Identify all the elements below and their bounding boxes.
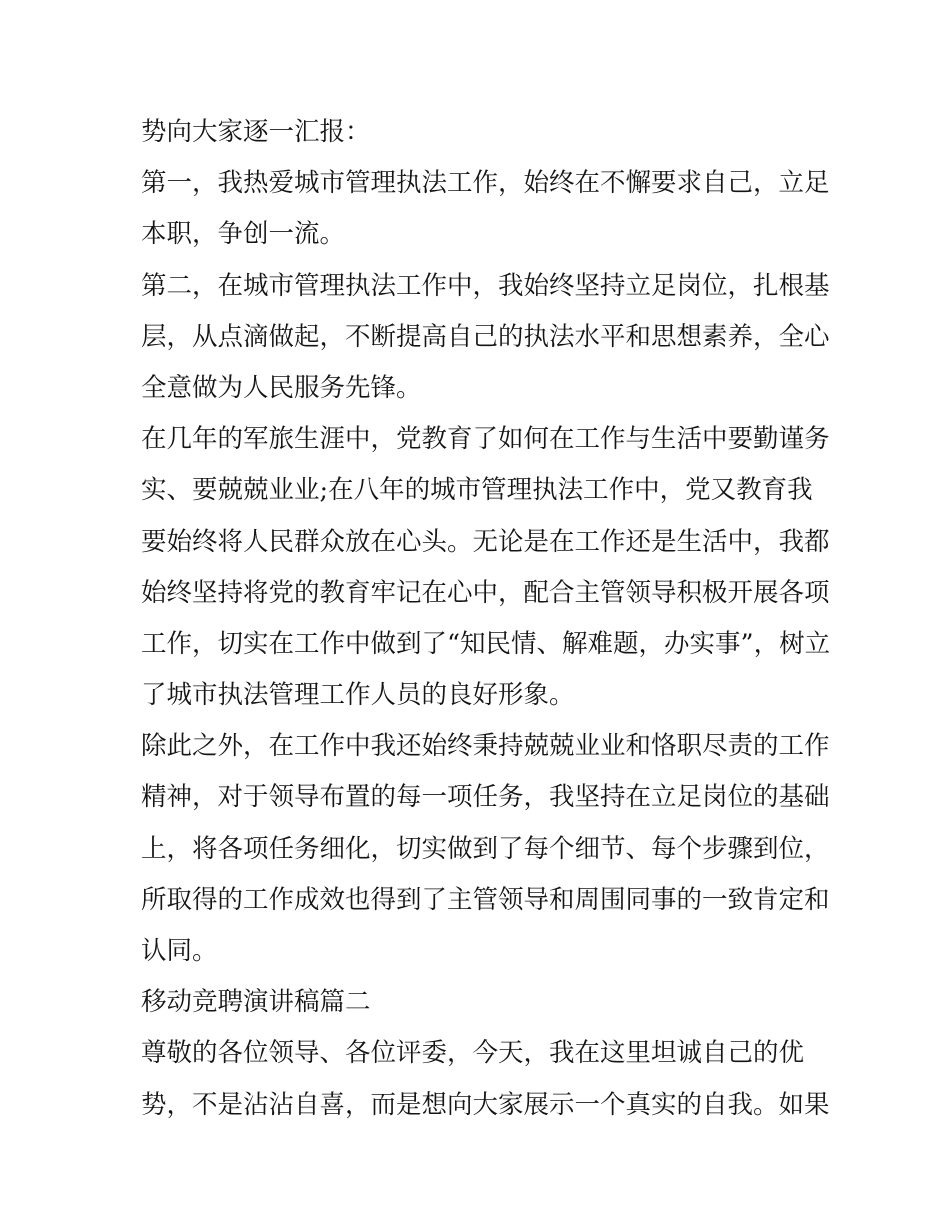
text-line: 尊敬的各位领导、各位评委，今天，我在这里坦诚自己的优	[141, 1038, 805, 1069]
text-line: 上，将各项任务细化，切实做到了每个细节、每个步骤到位，	[141, 833, 830, 864]
text-line: 工作，切实在工作中做到了“知民情、解难题，办实事”，树立	[141, 628, 831, 659]
text-line: 了城市执法管理工作人员的良好形象。	[141, 680, 575, 711]
text-line: 第一，我热爱城市管理执法工作，始终在不懈要求自己，立足	[141, 168, 830, 199]
text-line: 层，从点滴做起，不断提高自己的执法水平和思想素养，全心	[141, 321, 830, 352]
text-line: 在几年的军旅生涯中，党教育了如何在工作与生活中要勤谨务	[141, 424, 830, 455]
text-line: 除此之外，在工作中我还始终秉持兢兢业业和恪职尽责的工作	[141, 731, 830, 762]
text-line: 第二，在城市管理执法工作中，我始终坚持立足岗位，扎根基	[141, 270, 830, 301]
text-line: 本职，争创一流。	[141, 219, 346, 250]
text-line: 全意做为人民服务先锋。	[141, 372, 422, 403]
text-line: 要始终将人民群众放在心头。无论是在工作还是生活中，我都	[141, 526, 830, 557]
text-line: 所取得的工作成效也得到了主管领导和周围同事的一致肯定和	[141, 884, 830, 915]
body-text	[141, 107, 831, 1131]
text-line: 势，不是沾沾自喜，而是想向大家展示一个真实的自我。如果	[141, 1089, 830, 1120]
text-line: 始终坚持将党的教育牢记在心中，配合主管领导积极开展各项	[141, 577, 830, 608]
section-heading: 移动竞聘演讲稿篇二	[141, 987, 371, 1018]
text-line: 实、要兢兢业业;在八年的城市管理执法工作中，党又教育我	[141, 475, 813, 506]
text-line: 势向大家逐一汇报：	[141, 117, 371, 147]
text-line: 认同。	[141, 936, 218, 966]
text-line: 精神，对于领导布置的每一项任务，我坚持在立足岗位的基础	[141, 782, 830, 813]
